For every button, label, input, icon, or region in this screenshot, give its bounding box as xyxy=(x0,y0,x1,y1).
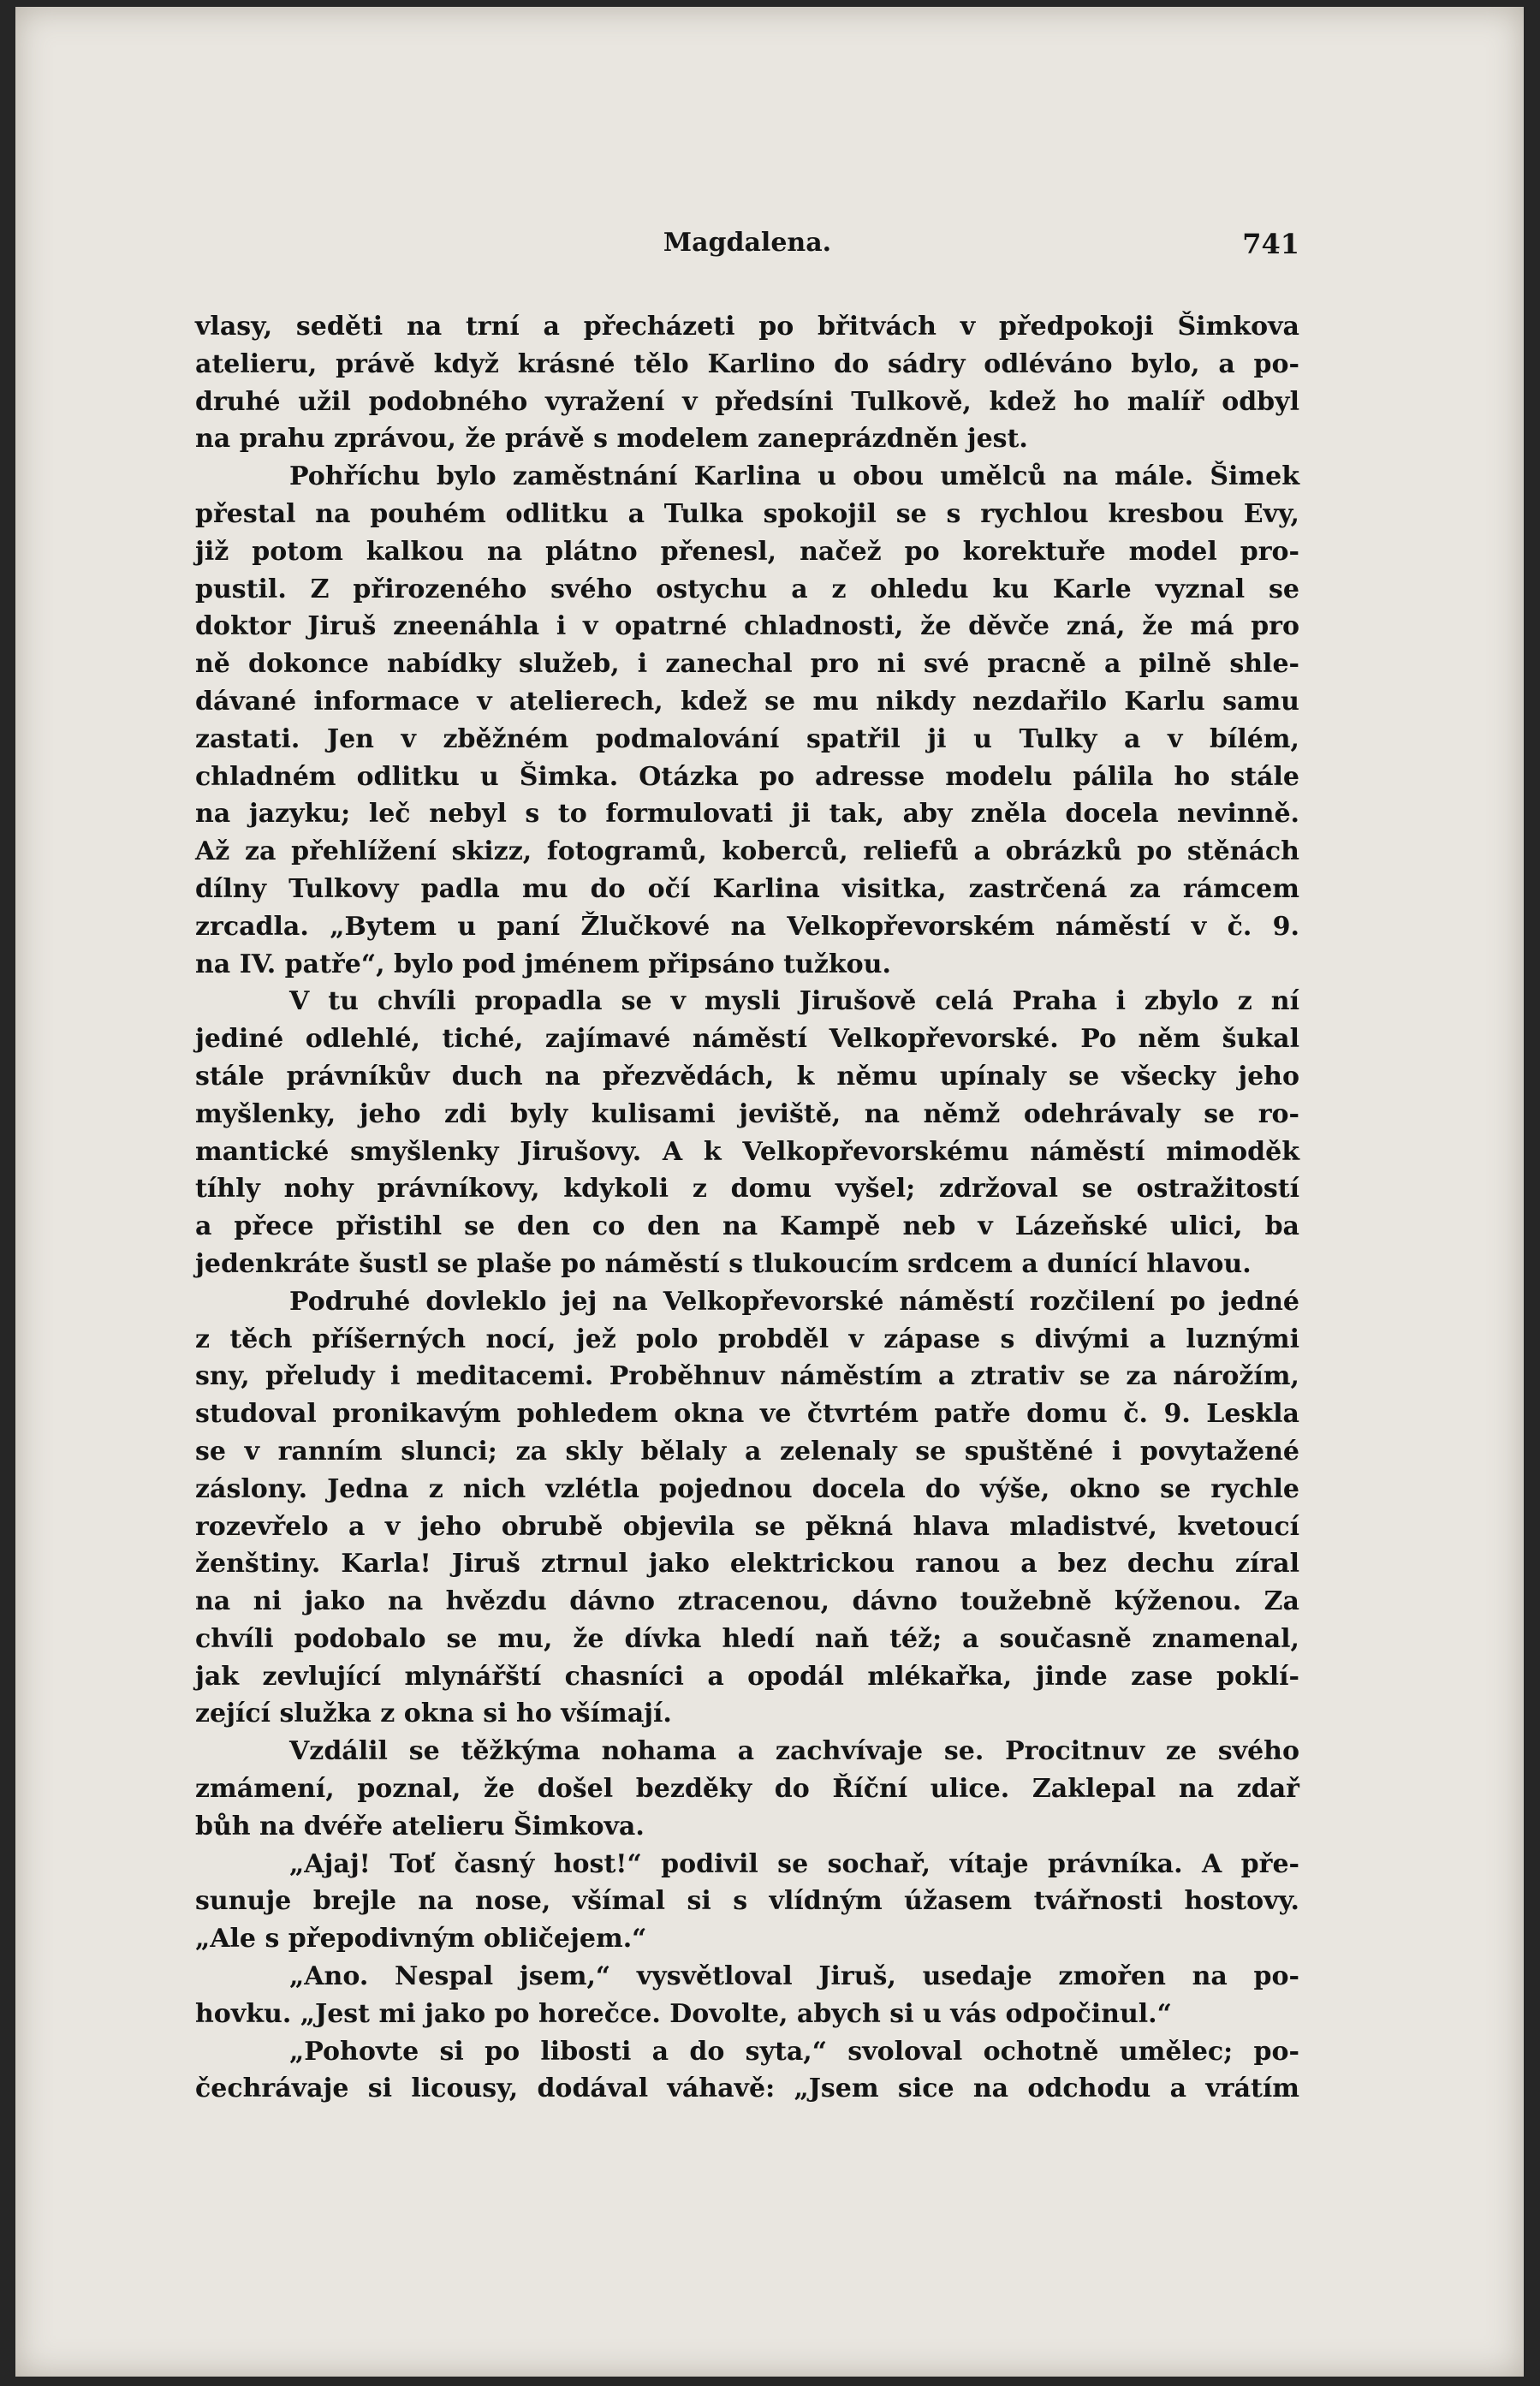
text-line: jak zevlující mlynářští chasníci a opodál mlékařka, jinde zase poklí- xyxy=(195,1661,1299,1692)
text-line: ně dokonce nabídky služeb, i zanechal pro ni své pracně a pilně shle- xyxy=(195,649,1299,680)
text-line: V tu chvíli propadla se v mysli Jirušově celá Praha i zbylo z ní xyxy=(289,986,1299,1017)
text-line: atelieru, právě když krásné tělo Karlino do sádry odléváno bylo, a po- xyxy=(195,348,1299,379)
paragraph xyxy=(195,458,1299,983)
text-line: zející služka z okna si ho všímají. xyxy=(195,1699,672,1729)
text-line: se v ranním slunci; za skly bělaly a zelenaly se spuštěné i povytažené xyxy=(195,1436,1299,1467)
text-line: pustil. Z přirozeného svého ostychu a z ohledu ku Karle vyznal se xyxy=(195,574,1299,604)
text-line: „Ale s přepodivným obličejem.“ xyxy=(195,1924,647,1955)
text-line: jediné odlehlé, tiché, zajímavé náměstí Velkopřevorské. Po něm šukal xyxy=(195,1024,1299,1055)
text-line: zrcadla. „Bytem u paní Žlučkové na Velkopřevorském náměstí v č. 9. xyxy=(195,911,1299,942)
text-line: „Pohovte si po libosti a do syta,“ svoloval ochotně umělec; po- xyxy=(289,2036,1299,2067)
text-line: a přece přistihl se den co den na Kampě neb v Lázeňské ulici, ba xyxy=(195,1211,1299,1242)
running-title: Magdalena. xyxy=(663,228,832,258)
text-line: doktor Jiruš zneenáhla i v opatrné chladnosti, že děvče zná, že má pro xyxy=(195,611,1299,642)
paragraph xyxy=(195,1283,1299,1734)
text-line: „Ajaj! Toť časný host!“ podivil se sochař, vítaje právníka. A pře- xyxy=(289,1848,1299,1879)
text-line: druhé užil podobného vyražení v předsíni Tulkově, kdež ho malíř odbyl xyxy=(195,386,1299,417)
paragraph xyxy=(195,1846,1299,1958)
text-line: „Ano. Nespal jsem,“ vysvětloval Jiruš, usedaje zmořen na po- xyxy=(289,1961,1299,1992)
text-line: na ni jako na hvězdu dávno ztracenou, dávno toužebně kýženou. Za xyxy=(195,1586,1299,1617)
text-line: dílny Tulkovy padla mu do očí Karlina visitka, zastrčená za rámcem xyxy=(195,873,1299,904)
text-line: Pohříchu bylo zaměstnání Karlina u obou umělců na mále. Šimek xyxy=(289,461,1299,492)
text-line: zastati. Jen v zběžném podmalování spatřil ji u Tulky a v bílém, xyxy=(195,723,1299,754)
text-line: na jazyku; leč nebyl s to formulovati ji tak, aby zněla docela nevinně. xyxy=(195,799,1299,830)
text-line: sny, přeludy i meditacemi. Proběhnuv náměstím a ztrativ se za nárožím, xyxy=(195,1361,1299,1392)
paragraph xyxy=(195,1733,1299,1845)
text-line: rozevřelo a v jeho obrubě objevila se pěkná hlava mladistvé, kvetoucí xyxy=(195,1511,1299,1542)
text-line: bůh na dvéře atelieru Šimkova. xyxy=(195,1811,645,1842)
text-line: Až za přehlížení skizz, fotogramů, koberců, reliefů a obrázků po stěnách xyxy=(195,836,1299,867)
text-line: Podruhé dovleklo jej na Velkopřevorské náměstí rozčilení po jedné xyxy=(289,1286,1299,1317)
text-line: studoval pronikavým pohledem okna ve čtvrtém patře domu č. 9. Leskla xyxy=(195,1399,1299,1430)
text-line: již potom kalkou na plátno přenesl, načež po korektuře model pro- xyxy=(195,536,1299,567)
book-page xyxy=(15,7,1524,2377)
paragraph xyxy=(195,2033,1299,2109)
text-line: sunuje brejle na nose, všímal si s vlídným úžasem tvářnosti hostovy. xyxy=(195,1886,1299,1917)
text-line: tíhly nohy právníkovy, kdykoli z domu vyšel; zdržoval se ostražitostí xyxy=(195,1174,1299,1205)
text-line: vlasy, seděti na trní a přecházeti po břitvách v předpokoji Šimkova xyxy=(195,312,1299,342)
body-text xyxy=(195,308,1299,2108)
page-number: 741 xyxy=(1242,228,1299,260)
text-line: Vzdálil se těžkýma nohama a zachvívaje se. Procitnuv ze svého xyxy=(289,1736,1299,1767)
paragraph xyxy=(195,308,1299,458)
text-line: jedenkráte šustl se plaše po náměstí s tlukoucím srdcem a dunící hlavou. xyxy=(195,1248,1252,1279)
text-line: hovku. „Jest mi jako po horečce. Dovolte, abych si u vás odpočinul.“ xyxy=(195,1998,1172,2029)
text-line: přestal na pouhém odlitku a Tulka spokojil se s rychlou kresbou Evy, xyxy=(195,498,1299,529)
text-line: chvíli podobalo se mu, že dívka hledí naň též; a současně znamenal, xyxy=(195,1623,1299,1654)
text-line: zmámení, poznal, že došel bezděky do Říční ulice. Zaklepal na zdař xyxy=(195,1774,1299,1805)
text-line: ženštiny. Karla! Jiruš ztrnul jako elektrickou ranou a bez dechu zíral xyxy=(195,1549,1299,1580)
text-line: mantické smyšlenky Jirušovy. A k Velkopřevorskému náměstí mimoděk xyxy=(195,1136,1299,1167)
text-line: dávané informace v atelierech, kdež se mu nikdy nezdařilo Karlu samu xyxy=(195,686,1299,717)
text-line: myšlenky, jeho zdi byly kulisami jeviště, na němž odehrávaly se ro- xyxy=(195,1098,1299,1129)
text-line: záslony. Jedna z nich vzlétla pojednou docela do výše, okno se rychle xyxy=(195,1473,1299,1504)
paragraph xyxy=(195,983,1299,1282)
paragraph xyxy=(195,1958,1299,2033)
text-line: na IV. patře“, bylo pod jménem připsáno tužkou. xyxy=(195,949,891,979)
text-line: z těch příšerných nocí, jež polo probděl v zápase s divými a luznými xyxy=(195,1324,1299,1354)
text-line: stále právníkův duch na přezvědách, k němu upínaly se všecky jeho xyxy=(195,1061,1299,1092)
text-line: čechrávaje si licousy, dodával váhavě: „Jsem sice na odchodu a vrátím xyxy=(195,2074,1299,2104)
running-head xyxy=(195,228,1299,265)
text-line: chladném odlitku u Šimka. Otázka po adresse modelu pálila ho stále xyxy=(195,761,1299,792)
text-line: na prahu zprávou, že právě s modelem zaneprázdněn jest. xyxy=(195,424,1028,455)
